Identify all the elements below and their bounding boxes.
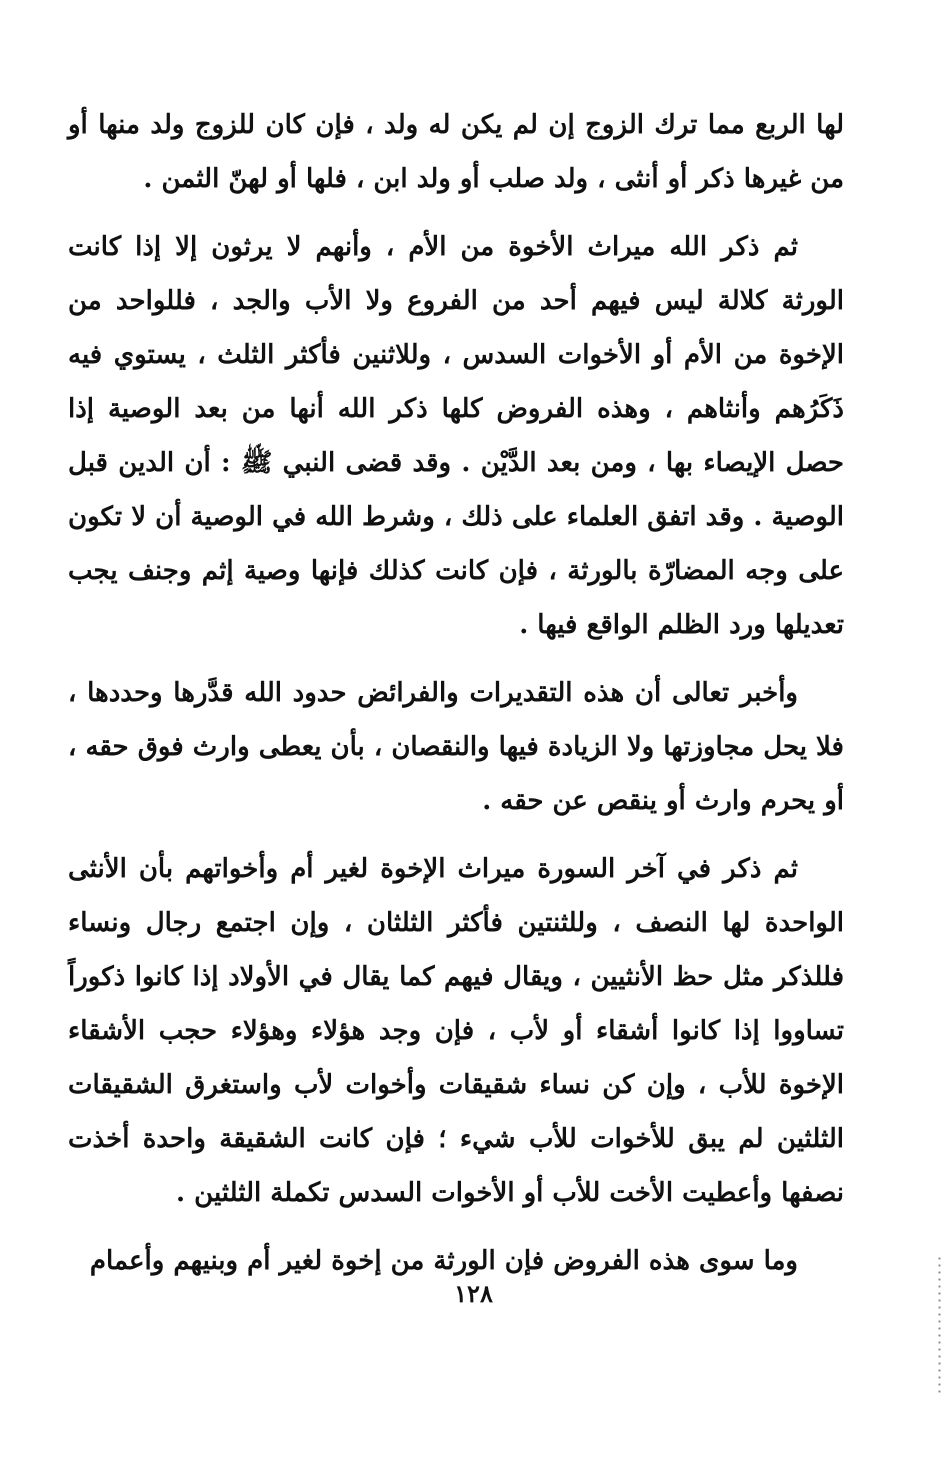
paragraph-full-siblings: ثم ذكر في آخر السورة ميراث الإخوة لغير أم وأخواتهم بأن الأنثى الواحدة لها النصف ، وللثنتين فأكثر الثلثان ، وإن اجتمع رجال ونساء فللذكر مثل حظ الأنثيين ، ويقال فيهم كما يقال في الأولاد إذا كانوا ذكوراً تساووا إذا كانوا أشقاء أو لأب ، فإن وجد هؤلاء وهؤلاء حجب الأشقاء الإخوة للأب ، وإن كن نساء شقيقات وأخوات لأب واستغرق الشقيقات الثلثين لم يبق للأخوات للأب شيء ؛ فإن كانت الشقيقة واحدة أخذت نصفها وأعطيت الأخت للأب أو الأخوات السدس تكملة الثلثين . [68, 854, 844, 1208]
paragraph-inheritance-wife-share: لها الربع مما ترك الزوج إن لم يكن له ولد ، فإن كان للزوج ولد منها أو من غيرها ذكر أو أنثى ، ولد صلب أو ولد ابن ، فلها أو لهنّ الثمن . [68, 110, 844, 194]
paragraph-remaining-heirs: وما سوى هذه الفروض فإن الورثة من إخوة لغير أم وبنيهم وأعمام [89, 1246, 798, 1276]
page-body-text [68, 98, 844, 1302]
paragraph-maternal-siblings: ثم ذكر الله ميراث الأخوة من الأم ، وأنهم لا يرثون إلا إذا كانت الورثة كلالة ليس فيهم أحد من الفروع ولا الأب والجد ، فللواحد من الإخوة من الأم أو الأخوات السدس ، وللاثنين فأكثر الثلث ، يستوي فيه ذَكَرُهم وأنثاهم ، وهذه الفروض كلها ذكر الله أنها من بعد الوصية إذا حصل الإيصاء بها ، ومن بعد الدَّيْن . وقد قضى النبي ﷺ : أن الدين قبل الوصية . وقد اتفق العلماء على ذلك ، وشرط الله في الوصية أن لا تكون على وجه المضارّة بالورثة ، فإن كانت كذلك فإنها وصية إثم وجنف يجب تعديلها ورد الظلم الواقع فيها . [68, 232, 844, 640]
paragraph-limits-of-allah: وأخبر تعالى أن هذه التقديرات والفرائض حدود الله قدَّرها وحددها ، فلا يحل مجاوزتها ولا الزيادة فيها والنقصان ، بأن يعطى وارث فوق حقه ، أو يحرم وارث أو ينقص عن حقه . [68, 678, 844, 816]
page-number: ١٢٨ [454, 1279, 493, 1308]
scan-margin-artifact [938, 1255, 941, 1395]
